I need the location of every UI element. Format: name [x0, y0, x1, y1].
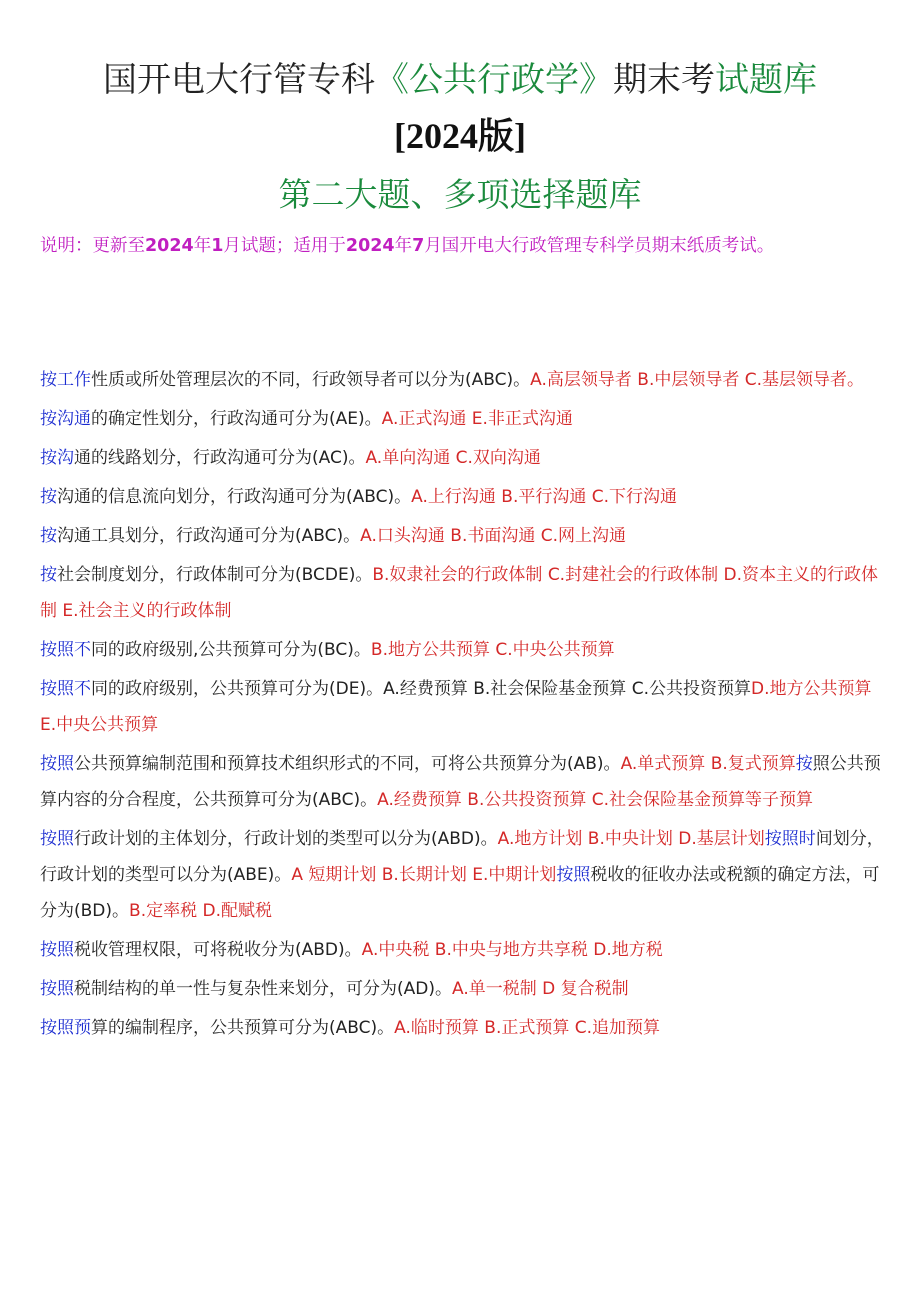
question-lead: 按照时 — [764, 829, 816, 849]
question-text: 同的政府级别，公共预算可分为(DE)。A.经费预算 B.社会保险基金预算 C.公共投资预算 — [91, 679, 751, 699]
answer-text: A.临时预算 B.正式预算 C.追加预算 — [394, 1018, 661, 1038]
question-item — [40, 746, 888, 818]
question-item — [40, 821, 888, 929]
question-text: 沟通的信息流向划分，行政沟通可分为(ABC)。 — [57, 487, 412, 507]
question-lead: 按 — [795, 754, 813, 774]
note-month: 1 — [211, 236, 224, 256]
section-heading: 第二大题、多项选择题库 — [278, 175, 642, 214]
question-lead: 按照预 — [40, 1018, 91, 1038]
question-lead: 按 — [40, 487, 57, 507]
question-lead: 按 — [40, 526, 57, 546]
question-text: 税制结构的单一性与复杂性来划分，可分为(AD)。 — [74, 979, 452, 999]
answer-text: A.单向沟通 C.双向沟通 — [365, 448, 541, 468]
question-text: 性质或所处管理层次的不同，行政领导者可以分为(ABC)。 — [91, 370, 531, 390]
answer-text: A.单一税制 D 复合税制 — [451, 979, 629, 999]
answer-text: A.地方计划 B.中央计划 D.基层计划 — [497, 829, 765, 849]
note-text: 年 — [394, 236, 413, 256]
question-text: 同的政府级别,公共预算可分为(BC)。 — [91, 640, 371, 660]
question-lead: 按工作 — [40, 370, 91, 390]
document-title — [0, 56, 920, 104]
answer-text: D.地方公共预算 E.中央公共预算 — [40, 679, 872, 735]
question-text: 税收管理权限，可将税收分为(ABD)。 — [74, 940, 362, 960]
question-list — [40, 362, 888, 1049]
answer-text: A.中央税 B.中央与地方共享税 D.地方税 — [361, 940, 663, 960]
question-text: 照公共预算内容的分合程度，公共预算可分为(ABC)。 — [40, 754, 881, 810]
answer-text: B.地方公共预算 C.中央公共预算 — [370, 640, 615, 660]
question-item — [40, 362, 888, 398]
question-text: 算的编制程序，公共预算可分为(ABC)。 — [91, 1018, 395, 1038]
question-item — [40, 971, 888, 1007]
question-text: 公共预算编制范围和预算技术组织形式的不同，可将公共预算分为(AB)。 — [74, 754, 621, 774]
title-part-2: 期末考 — [613, 60, 715, 100]
question-item — [40, 671, 888, 743]
answer-text: A.口头沟通 B.书面沟通 C.网上沟通 — [360, 526, 627, 546]
question-lead: 按照 — [40, 979, 74, 999]
answer-text: A 短期计划 B.长期计划 E.中期计划 — [291, 865, 557, 885]
note-text: 说明：更新至 — [40, 236, 145, 256]
question-text: 间划分，行政计划的类型可以分为(ABE)。 — [40, 829, 884, 885]
question-item — [40, 479, 888, 515]
note-text: 月试题；适用于 — [223, 236, 346, 256]
question-lead: 按照不 — [40, 640, 91, 660]
question-text: 的确定性划分，行政沟通可分为(AE)。 — [91, 409, 382, 429]
question-text: 税收的征收办法或税额的确定方法，可分为(BD)。 — [40, 865, 880, 921]
question-text: 行政计划的主体划分，行政计划的类型可以分为(ABD)。 — [74, 829, 498, 849]
answer-text: A.单式预算 B.复式预算 — [620, 754, 796, 774]
question-lead: 按照 — [40, 940, 74, 960]
note-month: 7 — [412, 236, 425, 256]
question-text: 社会制度划分，行政体制可分为(BCDE)。 — [57, 565, 373, 585]
note-text: 月国开电大行政管理专科学员期末纸质考试。 — [424, 236, 775, 256]
answer-text: A.经费预算 B.公共投资预算 C.社会保险基金预算等子预算 — [377, 790, 814, 810]
answer-text: B.奴隶社会的行政体制 C.封建社会的行政体制 D.资本主义的行政体制 E.社会主义的行政体制 — [40, 565, 878, 621]
description-note — [40, 228, 885, 264]
question-lead: 按照 — [40, 829, 74, 849]
question-item — [40, 440, 888, 476]
question-item — [40, 401, 888, 437]
answer-text: A.高层领导者 B.中层领导者 C.基层领导者。 — [530, 370, 865, 390]
title-part-3: 试题库 — [715, 60, 817, 100]
note-year: 2024 — [145, 236, 194, 256]
question-item — [40, 632, 888, 668]
title-course-name: 《公共行政学》 — [375, 60, 613, 100]
question-lead: 按照不 — [40, 679, 91, 699]
note-year: 2024 — [345, 236, 395, 256]
question-item — [40, 518, 888, 554]
question-item — [40, 557, 888, 629]
answer-text: A.正式沟通 E.非正式沟通 — [381, 409, 573, 429]
note-text: 年 — [193, 236, 212, 256]
question-text: 沟通工具划分，行政沟通可分为(ABC)。 — [57, 526, 361, 546]
question-item — [40, 1010, 888, 1046]
question-lead: 按照 — [556, 865, 591, 885]
answer-text: B.定率税 D.配赋税 — [129, 901, 272, 921]
title-part-1: 国开电大行管专科 — [103, 60, 375, 100]
question-text: 通的线路划分，行政沟通可分为(AC)。 — [74, 448, 366, 468]
question-lead: 按沟通 — [40, 409, 91, 429]
answer-text: A.上行沟通 B.平行沟通 C.下行沟通 — [411, 487, 678, 507]
question-lead: 按照 — [40, 754, 74, 774]
question-item — [40, 932, 888, 968]
question-lead: 按 — [40, 565, 57, 585]
edition-label: [2024版] — [394, 116, 526, 156]
question-lead: 按沟 — [40, 448, 74, 468]
